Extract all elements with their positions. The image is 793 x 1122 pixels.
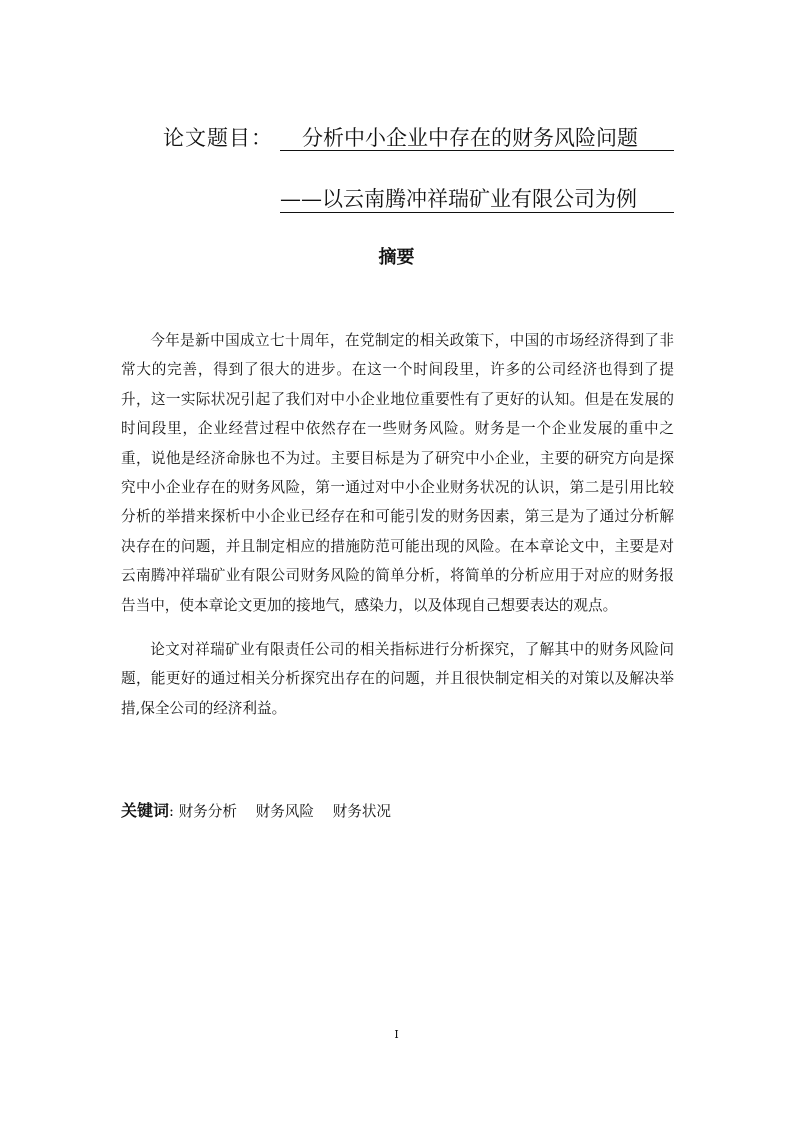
keyword-item: 财务风险 — [255, 803, 314, 820]
abstract-body — [121, 326, 674, 723]
keywords-separator: : — [169, 803, 174, 820]
keywords-label: 关键词 — [121, 801, 170, 820]
title-label: 论文题目： — [163, 126, 273, 150]
keyword-item: 财务状况 — [332, 803, 392, 820]
abstract-paragraph-2: 论文对祥瑞矿业有限责任公司的相关指标进行分析探究，了解其中的财务风险问题，能更好的通过相关分析探究出存在的问题，并且很快制定相关的对策以及解决举措,保全公司的经济利益。 — [121, 641, 674, 717]
page-number: I — [394, 1028, 399, 1041]
keywords-line — [121, 798, 405, 825]
paper-title: 分析中小企业中存在的财务风险问题 — [280, 124, 674, 151]
abstract-heading: 摘要 — [378, 247, 415, 268]
abstract-paragraph-1: 今年是新中国成立七十周年，在党制定的相关政策下，中国的市场经济得到了非常大的完善，得到了很大的进步。在这一个时间段里，许多的公司经济也得到了提升，这一实际状况引起了我们对中小企业地位重要性有了更好的认知。但是在发展的时间段里，企业经营过程中依然存在一些财务风险。财务是一个企业发展的重中之重，说他是经济命脉也不为过。主要目标是为了研究中小企业，主要的研究方向是探究中小企业存在的财务风险，第一通过对中小企业财务状况的认识，第二是引用比较分析的举措来探析中小企业已经存在和可能引发的财务因素，第三是为了通过分析解决存在的问题，并且制定相应的措施防范可能出现的风险。在本章论文中，主要是对云南腾冲祥瑞矿业有限公司财务风险的简单分析，将简单的分析应用于对应的财务报告当中，使本章论文更加的接地气，感染力，以及体现自己想要表达的观点。 — [121, 332, 674, 614]
keyword-item: 财务分析 — [178, 803, 237, 820]
paper-subtitle: ——以云南腾冲祥瑞矿业有限公司为例 — [280, 185, 674, 213]
